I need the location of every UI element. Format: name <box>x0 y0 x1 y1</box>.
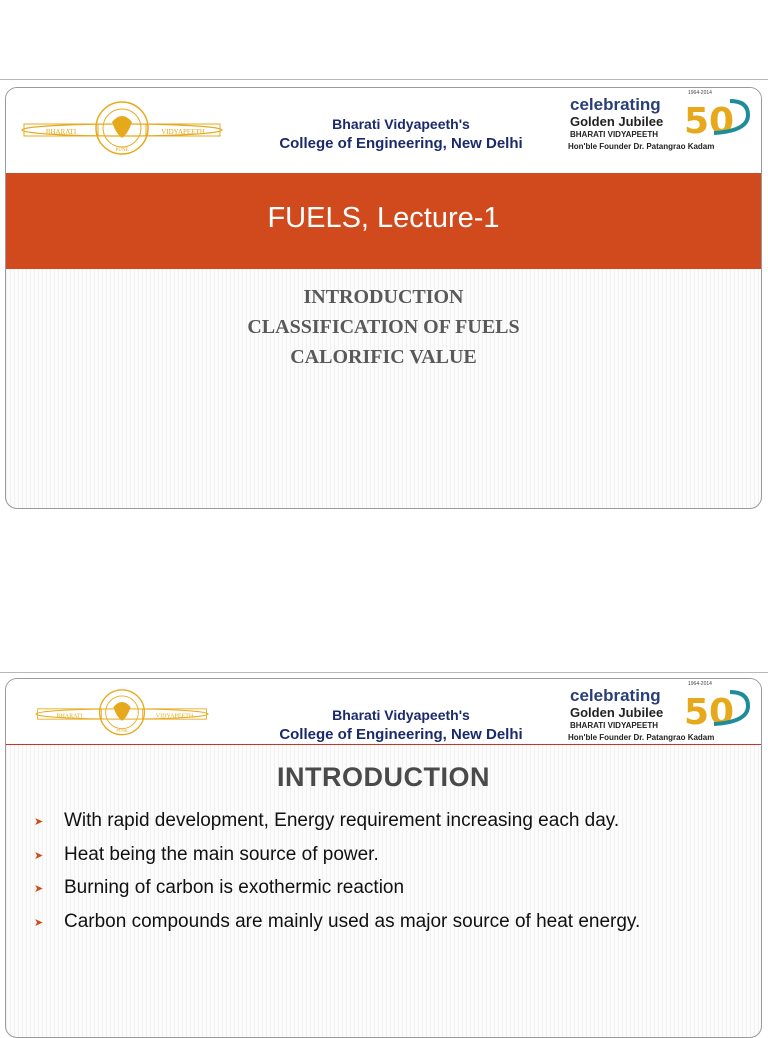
golden-jubilee-logo <box>568 681 758 750</box>
list-item <box>24 809 640 843</box>
jubilee-founder: Hon'ble Founder Dr. Patangrao Kadam <box>568 142 715 151</box>
jubilee-org: BHARATI VIDYAPEETH <box>570 130 659 139</box>
bullet-text: Burning of carbon is exothermic reaction <box>64 877 405 898</box>
list-item <box>24 843 640 877</box>
page-divider-middle <box>0 672 768 673</box>
emblem-left-text: BHARATI <box>45 128 77 136</box>
jubilee-org: BHARATI VIDYAPEETH <box>570 721 659 730</box>
college-name <box>246 706 556 744</box>
college-emblem-logo <box>16 683 228 745</box>
section-heading: INTRODUCTION <box>277 762 490 792</box>
slide-1 <box>5 87 762 509</box>
bullet-arrow-icon: ➤ <box>34 816 44 828</box>
slide-2 <box>5 678 762 1038</box>
emblem-right-text: VIDYAPEETH <box>161 128 205 136</box>
jubilee-number: 50 <box>684 692 735 732</box>
golden-jubilee-logo <box>568 90 758 159</box>
college-name-line2: College of Engineering, New Delhi <box>279 135 523 152</box>
jubilee-number: 50 <box>684 101 735 141</box>
topic-classification: CLASSIFICATION OF FUELS <box>247 316 520 338</box>
list-item <box>24 876 640 910</box>
jubilee-celebrating: celebrating <box>570 95 661 114</box>
emblem-left-text: BHARATI <box>56 713 83 720</box>
page-divider-top <box>0 79 768 80</box>
jubilee-golden: Golden Jubilee <box>570 114 664 129</box>
jubilee-years: 1964-2014 <box>688 90 712 96</box>
emblem-bottom-text: PUNE <box>116 728 128 734</box>
topic-calorific-value: CALORIFIC VALUE <box>290 346 477 368</box>
bullet-list <box>24 809 640 943</box>
list-item <box>24 910 640 944</box>
title-banner <box>6 173 761 269</box>
jubilee-founder: Hon'ble Founder Dr. Patangrao Kadam <box>568 733 715 742</box>
college-emblem-logo <box>16 94 228 166</box>
jubilee-golden: Golden Jubilee <box>570 705 664 720</box>
bullet-arrow-icon: ➤ <box>34 849 44 862</box>
slide-header <box>6 679 761 743</box>
college-name-line2: College of Engineering, New Delhi <box>279 726 523 743</box>
slide-header <box>6 88 761 173</box>
college-name <box>246 115 556 153</box>
jubilee-years: 1964-2014 <box>688 681 712 687</box>
jubilee-fifty-mark <box>678 95 754 141</box>
college-name-line1: Bharati Vidyapeeth's <box>332 707 470 723</box>
jubilee-fifty-mark <box>678 686 754 732</box>
college-name-line1: Bharati Vidyapeeth's <box>332 116 470 132</box>
bullet-arrow-icon: ➤ <box>34 916 44 929</box>
slide-title: FUELS, Lecture-1 <box>267 201 500 234</box>
header-divider <box>6 744 761 745</box>
jubilee-celebrating: celebrating <box>570 686 661 705</box>
bullet-text: With rapid development, Energy requirement increasing each day. <box>64 810 620 831</box>
emblem-right-text: VIDYAPEETH <box>155 713 194 720</box>
bullet-text: Heat being the main source of power. <box>64 843 379 865</box>
topic-introduction: INTRODUCTION <box>303 286 464 308</box>
emblem-bottom-text: PUNE <box>115 148 129 153</box>
topic-list <box>6 282 761 372</box>
bullet-arrow-icon: ➤ <box>34 883 44 895</box>
bullet-text: Carbon compounds are mainly used as major source of heat energy. <box>64 910 641 932</box>
